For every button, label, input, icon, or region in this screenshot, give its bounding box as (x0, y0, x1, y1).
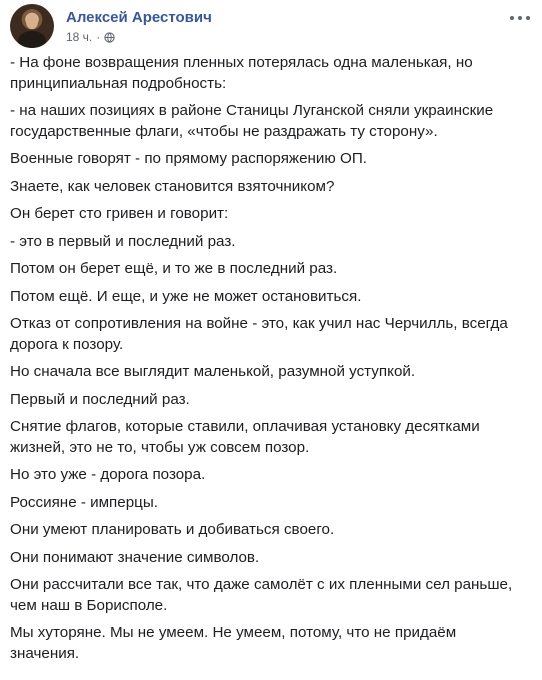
post-header (10, 4, 532, 50)
post-paragraph: Они понимают значение символов. (10, 548, 260, 566)
avatar-face (26, 13, 38, 29)
more-options-icon[interactable] (510, 12, 530, 24)
post-paragraph: Отказ от сопротивления на войне - это, как учил нас Черчилль, всегда дорога к позору. (10, 315, 508, 353)
post-body (10, 53, 526, 671)
author-avatar[interactable] (10, 4, 54, 48)
post-paragraph: Но сначала все выглядит маленькой, разумной уступкой. (10, 363, 416, 380)
post-paragraph: - на наших позициях в районе Станицы Луганской сняли украинские государственные флаги, «чтобы не раздражать ту сторону». (10, 102, 494, 140)
more-dot (518, 16, 522, 20)
post-paragraph: Он берет сто гривен и говорит: (10, 205, 229, 222)
post-paragraph: Но это уже - дорога позора. (10, 466, 206, 483)
meta-separator: · (96, 30, 101, 44)
post-time[interactable]: 18 ч. (66, 30, 93, 44)
post-paragraph: Они рассчитали все так, что даже самолёт с их пленными сел раньше, чем наш в Борисполе. (10, 576, 513, 614)
avatar-body (18, 31, 46, 48)
post-paragraph: Снятие флагов, которые ставили, оплачивая установку десятками жизней, это не то, чтобы уж совсем позор. (10, 418, 480, 456)
post-paragraph: Военные говорят - по прямому распоряжению ОП. (10, 150, 367, 167)
post-paragraph: Потом он берет ещё, и то же в последний раз. (10, 260, 338, 277)
post-paragraph: Первый и последний раз. (10, 390, 190, 408)
post-paragraph: Россияне - имперцы. (10, 493, 159, 511)
post-meta (66, 30, 115, 44)
post-paragraph: Знаете, как человек становится взяточником? (10, 177, 335, 195)
more-dot (526, 16, 530, 20)
author-name[interactable]: Алексей Арестович (66, 9, 212, 26)
more-dot (510, 16, 514, 20)
post-paragraph: Потом ещё. И еще, и уже не может остановиться. (10, 287, 362, 305)
post-paragraph: - На фоне возвращения пленных потерялась одна маленькая, но принципиальная подробность: (10, 54, 473, 92)
post-paragraph: Они умеют планировать и добиваться своего. (10, 521, 335, 538)
globe-icon[interactable] (104, 32, 115, 43)
post-paragraph: - это в первый и последний раз. (10, 232, 236, 250)
post-paragraph: Мы хуторяне. Мы не умеем. Не умеем, потому, что не придаём значения. (10, 624, 457, 662)
